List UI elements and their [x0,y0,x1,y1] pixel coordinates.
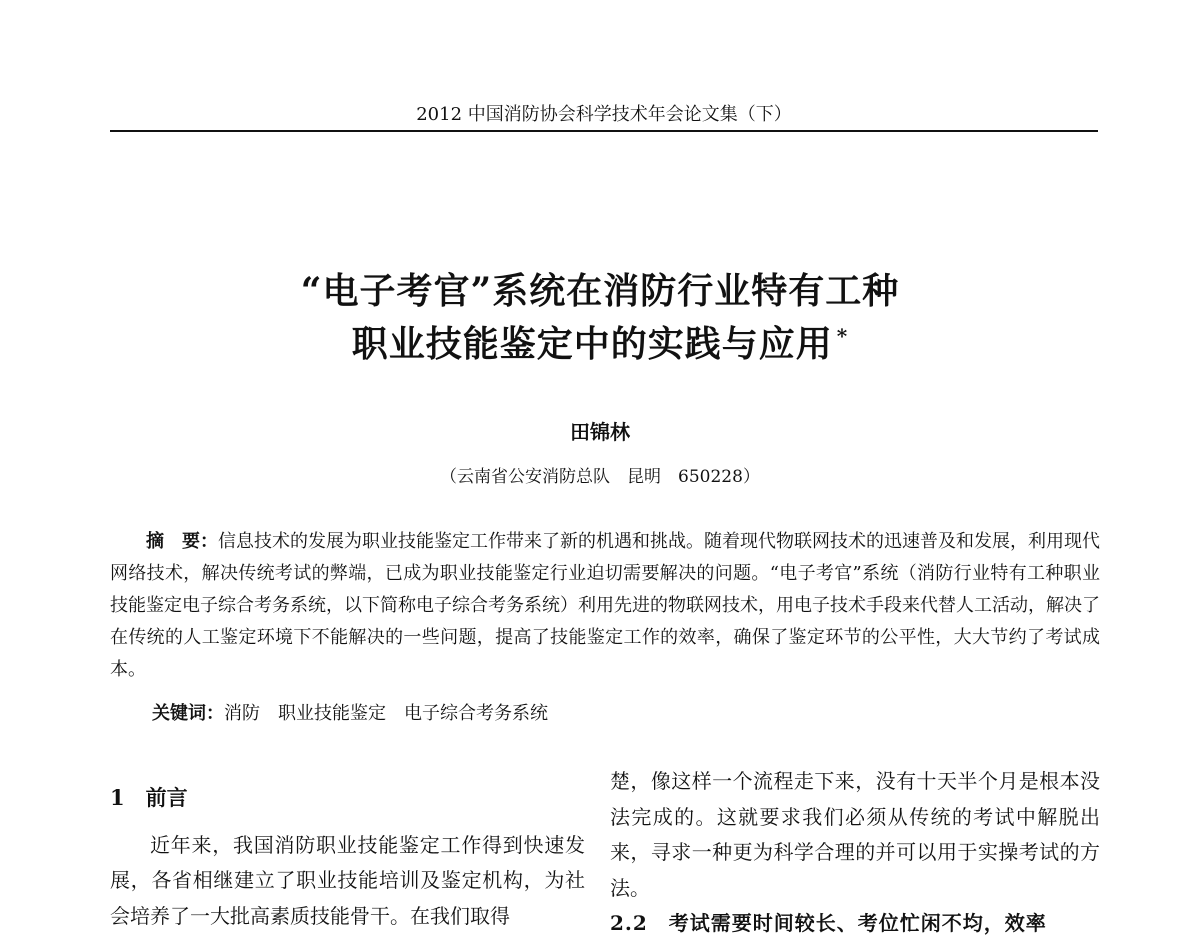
right-column [610,764,1100,942]
abstract-label: 摘 要： [146,531,218,552]
keywords [152,699,548,725]
author-affiliation: （云南省公安消防总队 昆明 650228） [440,467,760,487]
right-column-paragraph: 楚，像这样一个流程走下来，没有十天半个月是根本没法完成的。这就要求我们必须从传统的考试中解脱出来，寻求一种更为科学合理的并可以用于实操考试的方法。 [610,769,1100,900]
footnote-mark: * [836,324,849,348]
paper-title-line-2-text: 职业技能鉴定中的实践与应用 [351,323,833,365]
running-header: 2012 中国消防协会科学技术年会论文集（下） [416,104,792,125]
left-column [110,780,585,934]
keywords-label: 关键词： [152,703,224,724]
keywords-text: 消防 职业技能鉴定 电子综合考务系统 [224,703,548,724]
abstract-text: 信息技术的发展为职业技能鉴定工作带来了新的机遇和挑战。随着现代物联网技术的迅速普及和发展，利用现代网络技术，解决传统考试的弊端，已成为职业技能鉴定行业迫切需要解决的问题。“电子考官”系统（消防行业特有工种职业技能鉴定电子综合考务系统，以下简称电子综合考务系统）利用先进的物联网技术，用电子技术手段来代替人工活动，解决了在传统的人工鉴定环境下不能解决的一些问题，提高了技能鉴定工作的效率，确保了鉴定环节的公平性，大大节约了考试成本。 [110,531,1100,680]
section-1-paragraph: 近年来，我国消防职业技能鉴定工作得到快速发展，各省相继建立了职业技能培训及鉴定机构，为社会培养了一大批高素质技能骨干。在我们取得 [110,832,585,928]
abstract [110,526,1100,686]
section-2-2-heading: 2.2 考试需要时间较长、考位忙闲不均，效率 [610,911,1047,935]
header-rule [110,130,1098,132]
section-1-heading: 1 前言 [110,785,188,810]
paper-title-line-2 [100,316,1100,367]
author-name: 田锦林 [570,420,630,444]
paper-title-line-1: “电子考官”系统在消防行业特有工种 [300,270,900,312]
